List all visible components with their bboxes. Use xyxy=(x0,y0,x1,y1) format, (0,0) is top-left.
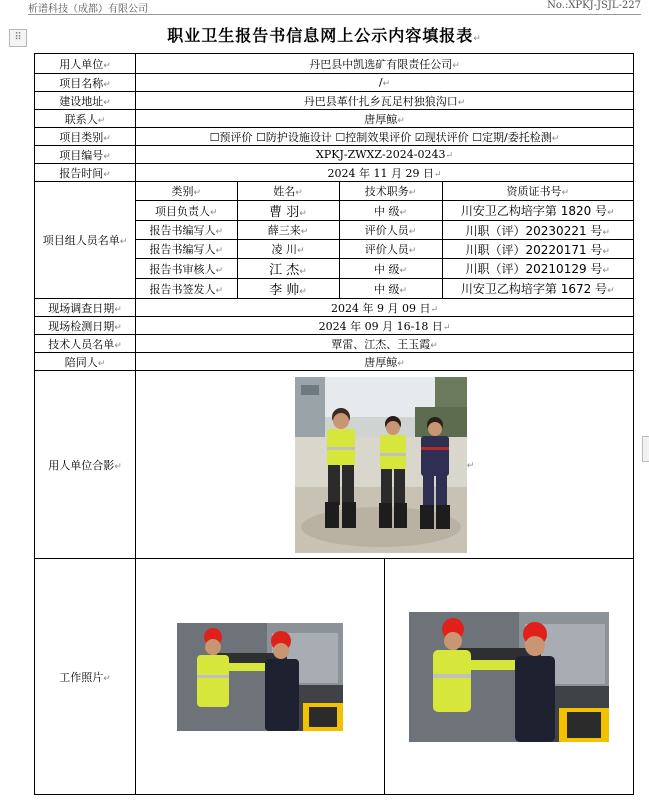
table-row xyxy=(136,240,633,259)
staff-header-role: 类别↵ xyxy=(136,182,237,201)
checkbox-empty-icon[interactable]: ☐ xyxy=(256,130,266,144)
row-tech-staff xyxy=(35,335,634,353)
checkbox-protection-design[interactable]: ☐防护设施设计 xyxy=(256,130,332,144)
row-report-time xyxy=(35,164,634,182)
table-row xyxy=(136,201,633,221)
staff-cert[interactable]: 川职（评）20230221 号↵ xyxy=(442,221,633,240)
checkbox-periodic-detection[interactable]: ☐定期/委托检测 xyxy=(472,130,552,144)
address-value[interactable]: 丹巴县革什扎乡瓦足村独狼沟口↵ xyxy=(136,92,634,110)
staff-role[interactable]: 项目负责人↵ xyxy=(136,201,237,221)
checkbox-empty-icon[interactable]: ☐ xyxy=(209,130,220,144)
contact-value[interactable]: 唐厚鲸↵ xyxy=(136,110,634,128)
staff-title[interactable]: 评价人员↵ xyxy=(339,240,442,259)
tech-staff-value[interactable]: 覃雷、江杰、王玉霞↵ xyxy=(136,335,634,353)
staff-label: 项目组人员名单↵ xyxy=(35,182,136,299)
header-divider xyxy=(28,14,641,15)
staff-header-row xyxy=(136,182,633,201)
staff-title[interactable]: 中 级↵ xyxy=(339,259,442,279)
project-no-label: 项目编号↵ xyxy=(35,146,136,164)
staff-cert[interactable]: 川安卫乙构培字第 1672 号↵ xyxy=(442,279,633,299)
staff-name[interactable]: 薛三来↵ xyxy=(237,221,339,240)
work-photos-label: 工作照片↵ xyxy=(35,559,136,795)
work-photo-2[interactable] xyxy=(409,612,609,742)
document-title: 职业卫生报告书信息网上公示内容填报表↵ xyxy=(167,26,482,45)
form-table xyxy=(34,53,634,795)
report-time-label: 报告时间↵ xyxy=(35,164,136,182)
checkbox-empty-icon[interactable]: ☐ xyxy=(335,130,346,144)
employer-value[interactable]: 丹巴县中凯选矿有限责任公司↵ xyxy=(136,54,634,74)
work-photo-right-cell xyxy=(385,559,633,794)
staff-name[interactable]: 凌 川↵ xyxy=(237,240,339,259)
staff-cert[interactable]: 川职（评）20210129 号↵ xyxy=(442,259,633,279)
row-contact xyxy=(35,110,634,128)
row-escort xyxy=(35,353,634,371)
checkbox-checked-icon[interactable]: ☑ xyxy=(414,130,425,144)
row-test-date xyxy=(35,317,634,335)
document-number: No.:XPKJ-JSJL-227 xyxy=(547,0,641,11)
category-label: 项目类别↵ xyxy=(35,128,136,146)
staff-name[interactable]: 曹 羽↵ xyxy=(237,201,339,221)
staff-role[interactable]: 报告书签发人↵ xyxy=(136,279,237,299)
staff-name[interactable]: 李 帅↵ xyxy=(237,279,339,299)
group-photo-cell: ↵ xyxy=(136,371,634,559)
staff-role[interactable]: 报告书编写人↵ xyxy=(136,221,237,240)
survey-date-label: 现场调查日期↵ xyxy=(35,299,136,317)
row-staff xyxy=(35,182,634,299)
row-address xyxy=(35,92,634,110)
work-photos-cell xyxy=(136,559,634,795)
category-options: ☐预评价 ☐防护设施设计 ☐控制效果评价 ☑现状评价 ☐定期/委托检测↵ xyxy=(136,128,634,146)
staff-header-title: 技术职务↵ xyxy=(339,182,442,201)
test-date-value[interactable]: 2024 年 09 月 16-18 日↵ xyxy=(136,317,634,335)
staff-title[interactable]: 中 级↵ xyxy=(339,279,442,299)
table-row xyxy=(136,221,633,240)
group-photo[interactable] xyxy=(295,377,467,553)
row-group-photo xyxy=(35,371,634,559)
table-row xyxy=(136,259,633,279)
staff-role[interactable]: 报告书审核人↵ xyxy=(136,259,237,279)
project-name-value[interactable]: /↵ xyxy=(136,74,634,92)
group-photo-label: 用人单位合影↵ xyxy=(35,371,136,559)
checkbox-empty-icon[interactable]: ☐ xyxy=(472,130,483,144)
address-label: 建设地址↵ xyxy=(35,92,136,110)
staff-table xyxy=(136,182,633,298)
test-date-label: 现场检测日期↵ xyxy=(35,317,136,335)
staff-role[interactable]: 报告书编写人↵ xyxy=(136,240,237,259)
escort-value[interactable]: 唐厚鲸↵ xyxy=(136,353,634,371)
checkbox-status-evaluation[interactable]: ☑现状评价 xyxy=(414,130,469,144)
paragraph-mark-icon: ↵ xyxy=(473,34,482,44)
table-move-handle-icon[interactable]: ⠿ xyxy=(9,29,27,47)
employer-label: 用人单位↵ xyxy=(35,54,136,74)
checkbox-control-effect[interactable]: ☐控制效果评价 xyxy=(335,130,412,144)
staff-name[interactable]: 江 杰↵ xyxy=(237,259,339,279)
tech-staff-label: 技术人员名单↵ xyxy=(35,335,136,353)
checkbox-pre-evaluation[interactable]: ☐预评价 xyxy=(209,130,253,144)
row-project-name xyxy=(35,74,634,92)
project-no-value[interactable]: XPKJ-ZWXZ-2024-0243↵ xyxy=(136,146,634,164)
staff-cert[interactable]: 川安卫乙构培字第 1820 号↵ xyxy=(442,201,633,221)
company-header: 析谱科技（成都）有限公司 xyxy=(28,4,148,15)
scrollbar-handle[interactable] xyxy=(642,436,649,462)
work-photos-split xyxy=(136,559,633,794)
row-survey-date xyxy=(35,299,634,317)
row-employer xyxy=(35,54,634,74)
staff-header-name: 姓名↵ xyxy=(237,182,339,201)
row-category xyxy=(35,128,634,146)
contact-label: 联系人↵ xyxy=(35,110,136,128)
escort-label: 陪同人↵ xyxy=(35,353,136,371)
table-row xyxy=(136,279,633,299)
staff-title[interactable]: 中 级↵ xyxy=(339,201,442,221)
row-project-no xyxy=(35,146,634,164)
report-time-value[interactable]: 2024 年 11 月 29 日↵ xyxy=(136,164,634,182)
row-work-photos xyxy=(35,559,634,795)
work-photo-1[interactable] xyxy=(177,623,343,731)
project-name-label: 项目名称↵ xyxy=(35,74,136,92)
staff-header-cert: 资质证书号↵ xyxy=(442,182,633,201)
staff-title[interactable]: 评价人员↵ xyxy=(339,221,442,240)
staff-cell xyxy=(136,182,634,299)
work-photo-left-cell xyxy=(136,559,385,794)
staff-cert[interactable]: 川职（评）20220171 号↵ xyxy=(442,240,633,259)
survey-date-value[interactable]: 2024 年 9 月 09 日↵ xyxy=(136,299,634,317)
